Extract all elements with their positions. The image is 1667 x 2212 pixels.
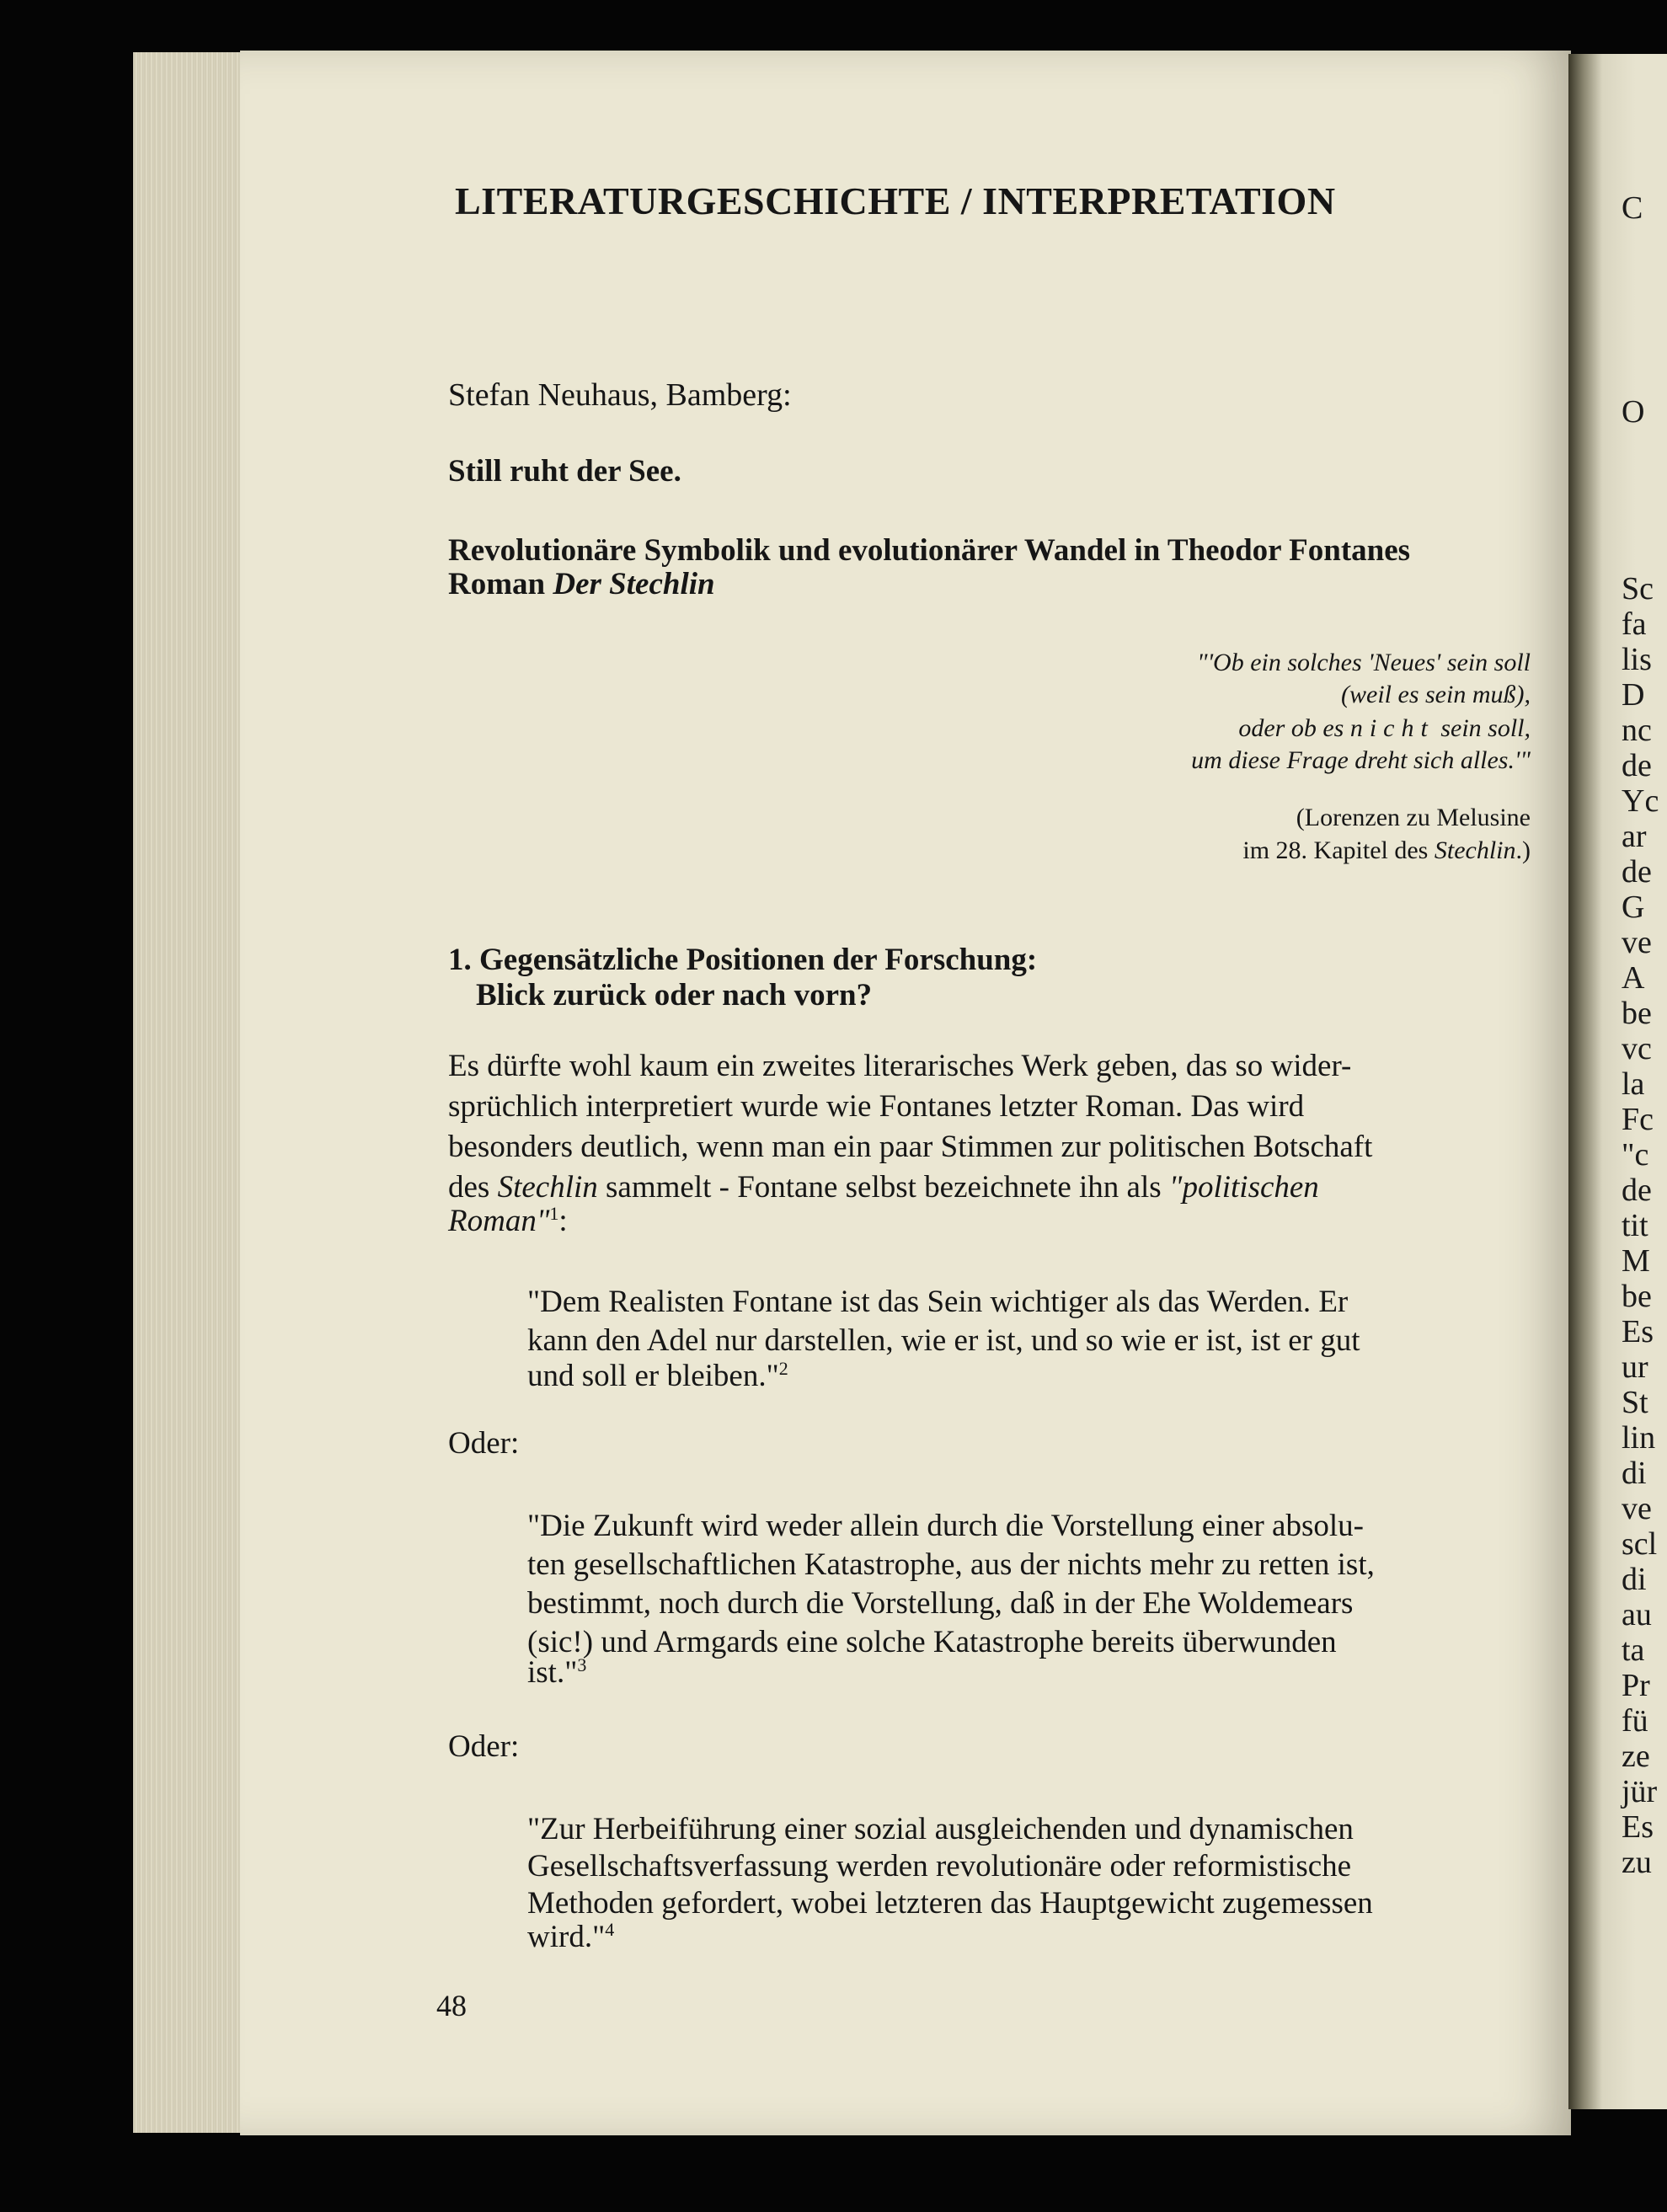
facing-page-fragment: A <box>1622 960 1645 996</box>
connector-text: Oder: <box>448 1426 520 1461</box>
block-quote-line: "Dem Realisten Fontane ist das Sein wichtiger als das Werden. Er <box>527 1285 1349 1319</box>
block-quote-line: Gesellschaftsverfassung werden revolutionäre oder reformistische <box>527 1849 1352 1883</box>
facing-page-fragment: au <box>1622 1597 1652 1632</box>
epigraph-line: oder ob es nicht sein soll, <box>1238 714 1531 742</box>
facing-page-fragment: Pr <box>1622 1668 1650 1703</box>
facing-page-fragment: di <box>1622 1456 1647 1491</box>
body-line: des Stechlin sammelt - Fontane selbst bezeichnete ihn als "politischen <box>448 1170 1319 1205</box>
body-line: sprüchlich interpretiert wurde wie Fontanes letzter Roman. Das wird <box>448 1089 1305 1124</box>
page-number: 48 <box>436 1989 467 2022</box>
facing-page-fragment: Es <box>1622 1314 1654 1349</box>
novel-title: Der Stechlin <box>553 567 715 601</box>
facing-page-fragment: Sc <box>1622 571 1654 606</box>
facing-page-fragment: O <box>1622 394 1645 430</box>
facing-page-fragment: St <box>1622 1385 1648 1420</box>
facing-page-fragment: de <box>1622 748 1652 783</box>
facing-page-fragment: jür <box>1622 1774 1658 1809</box>
facing-page-fragment: de <box>1622 1173 1652 1208</box>
section-title: LITERATURGESCHICHTE / INTERPRETATION <box>455 179 1336 222</box>
footnote-ref: 3 <box>577 1654 587 1675</box>
article-subtitle-line2: Roman Der Stechlin <box>448 567 715 601</box>
facing-page-fragment: nc <box>1622 713 1652 748</box>
facing-page-fragment: M <box>1622 1243 1650 1279</box>
facing-page-fragment: G <box>1622 890 1645 925</box>
page-edge-stack <box>133 52 243 2133</box>
section-heading: 1. Gegensätzliche Positionen der Forschung: <box>448 943 1038 977</box>
facing-page-fragment: C <box>1622 190 1643 226</box>
body-line: Roman"$^1$: <box>448 1203 568 1238</box>
epigraph-line: "'Ob ein solches 'Neues' sein soll <box>1197 649 1531 676</box>
facing-page-fragment: de <box>1622 854 1652 890</box>
facing-page-fragment: be <box>1622 1279 1652 1314</box>
epigraph-line: um diese Frage dreht sich alles.'" <box>1191 746 1531 774</box>
facing-page-fragment: Fc <box>1622 1102 1654 1137</box>
facing-page-fragment: Yc <box>1622 783 1659 819</box>
facing-page-fragment: fü <box>1622 1703 1648 1739</box>
facing-page-fragment: Es <box>1622 1809 1654 1845</box>
facing-page-fragment: scl <box>1622 1526 1658 1562</box>
facing-page-fragment: di <box>1622 1562 1647 1597</box>
section-heading: Blick zurück oder nach vorn? <box>476 978 873 1012</box>
body-line: Es dürfte wohl kaum ein zweites literarisches Werk geben, das so wider- <box>448 1049 1352 1083</box>
facing-page-fragment: zu <box>1622 1845 1652 1880</box>
facing-page-fragment: la <box>1622 1066 1645 1102</box>
facing-page-fragment: tit <box>1622 1208 1648 1243</box>
block-quote-line: "Zur Herbeiführung einer sozial ausgleichenden und dynamischen <box>527 1812 1354 1846</box>
block-quote-line: wird."$^4$ <box>527 1919 615 1954</box>
block-quote-line: "Die Zukunft wird weder allein durch die Vorstellung einer absolu- <box>527 1509 1364 1543</box>
facing-page-fragment: ve <box>1622 925 1652 960</box>
block-quote-line: Methoden gefordert, wobei letzteren das Hauptgewicht zugemessen <box>527 1886 1373 1921</box>
block-quote-line: kann den Adel nur darstellen, wie er ist, und so wie er ist, ist er gut <box>527 1323 1360 1358</box>
facing-page-fragment: ve <box>1622 1491 1652 1526</box>
article-subtitle-line1: Revolutionäre Symbolik und evolutionärer Wandel in Theodor Fontanes <box>448 533 1411 568</box>
footnote-ref: 4 <box>605 1919 615 1940</box>
facing-page-fragment: fa <box>1622 606 1647 642</box>
facing-page-fragment: lis <box>1622 642 1652 677</box>
facing-page-fragment: ar <box>1622 819 1647 854</box>
footnote-ref: 2 <box>778 1358 788 1379</box>
facing-page-fragment: lin <box>1622 1420 1656 1456</box>
epigraph-line: (weil es sein muß), <box>1341 681 1531 708</box>
body-line: besonders deutlich, wenn man ein paar Stimmen zur politischen Botschaft <box>448 1130 1373 1164</box>
footnote-ref: 1 <box>549 1203 559 1224</box>
facing-page-fragment: vc <box>1622 1031 1652 1066</box>
connector-text: Oder: <box>448 1729 520 1764</box>
facing-page-fragment: ta <box>1622 1632 1645 1668</box>
block-quote-line: ten gesellschaftlichen Katastrophe, aus der nichts mehr zu retten ist, <box>527 1547 1375 1582</box>
article-author: Stefan Neuhaus, Bamberg: <box>448 377 792 413</box>
facing-page-fragment: be <box>1622 996 1652 1031</box>
block-quote-line: (sic!) und Armgards eine solche Katastrophe bereits überwunden <box>527 1625 1337 1659</box>
block-quote-line: ist."$^3$ <box>527 1654 587 1690</box>
block-quote-line: bestimmt, noch durch die Vorstellung, daß in der Ehe Woldemears <box>527 1586 1354 1621</box>
epigraph-source: (Lorenzen zu Melusine <box>1296 804 1531 831</box>
emphasis-spaced: nicht <box>1349 714 1435 742</box>
epigraph-source: im 28. Kapitel des Stechlin.) <box>1242 836 1531 864</box>
article-title: Still ruht der See. <box>448 454 681 489</box>
block-quote-line: und soll er bleiben."$^2$ <box>527 1358 788 1393</box>
facing-page-fragment: ze <box>1622 1739 1650 1774</box>
facing-page-fragment: ur <box>1622 1349 1648 1385</box>
facing-page-fragment: "c <box>1622 1137 1649 1173</box>
facing-page-fragment: D <box>1622 677 1645 713</box>
